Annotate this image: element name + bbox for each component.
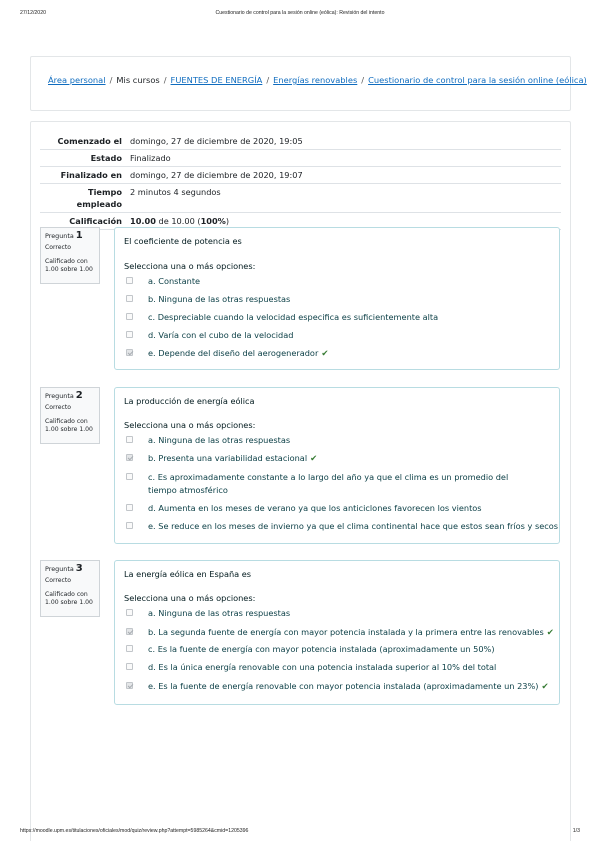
answer-checkbox[interactable] xyxy=(126,277,133,284)
time-label xyxy=(40,184,126,213)
question-info-1 xyxy=(40,227,100,284)
time-label-line2: empleado xyxy=(76,199,122,209)
finished-label: Finalizado en xyxy=(40,167,126,184)
answer-text-with-tick xyxy=(148,680,549,694)
summary-row-started xyxy=(40,133,561,150)
breadcrumb-card xyxy=(30,56,587,111)
answer-text-with-tick xyxy=(148,347,328,361)
answer-text: a. Ninguna de las otras respuestas xyxy=(148,608,291,618)
correct-check-icon: ✔ xyxy=(546,628,554,638)
summary-row-time xyxy=(40,184,561,213)
answer-checkbox[interactable] xyxy=(126,331,133,338)
answer-text: c. Es aproximadamente constante a lo largo del año ya que el clima es un promedio del tiempo atmosférico xyxy=(148,472,509,495)
question-label: Pregunta xyxy=(45,565,74,573)
question-content-3 xyxy=(114,560,560,705)
time-value: 2 minutos 4 segundos xyxy=(126,184,561,213)
answer-checkbox[interactable] xyxy=(126,522,133,529)
grade-of: de 10.00 ( xyxy=(155,216,201,226)
started-label: Comenzado el xyxy=(57,136,122,146)
breadcrumb-separator: / xyxy=(266,75,270,85)
question-label: Pregunta xyxy=(45,392,74,400)
answer-text: e. Depende del diseño del aerogenerador xyxy=(148,348,319,358)
breadcrumb-section[interactable]: Energías renovables xyxy=(273,75,358,85)
answer-text: d. Varía con el cubo de la velocidad xyxy=(148,330,294,340)
question-mark-line1: Calificado con xyxy=(45,418,88,425)
question-info-2 xyxy=(40,387,100,444)
question-number: 3 xyxy=(75,563,83,574)
grade-label: Calificación xyxy=(40,213,126,230)
answer-checkbox-checked[interactable] xyxy=(126,454,133,461)
started-value: domingo, 27 de diciembre de 2020, 19:05 xyxy=(130,136,303,146)
answer-checkbox[interactable] xyxy=(126,663,133,670)
finished-value: domingo, 27 de diciembre de 2020, 19:07 xyxy=(126,167,561,184)
question-text: La producción de energía eólica xyxy=(124,396,255,406)
answer-checkbox[interactable] xyxy=(126,504,133,511)
answer-checkbox[interactable] xyxy=(126,609,133,616)
print-date: 27/12/2020 xyxy=(20,10,46,16)
answer-text: e. Se reduce en los meses de invierno ya que el clima continental hace que estos sean fríos y secos xyxy=(148,521,559,531)
print-title: Cuestionario de control para la sesión online (eólica): Revisión del intento xyxy=(215,10,385,16)
time-label-line1: Tiempo xyxy=(88,187,122,197)
answer-checkbox-checked[interactable] xyxy=(126,349,133,356)
question-mark-line1: Calificado con xyxy=(45,258,88,265)
answer-checkbox-checked[interactable] xyxy=(126,682,133,689)
breadcrumb-quiz[interactable]: Cuestionario de control para la sesión online (eólica) xyxy=(368,75,587,85)
answer-text: d. Es la única energía renovable con una potencia instalada superior al 10% del total xyxy=(148,662,497,672)
breadcrumb-area-personal[interactable]: Área personal xyxy=(48,75,106,85)
answer-text: b. Ninguna de las otras respuestas xyxy=(148,294,291,304)
answer-text: a. Ninguna de las otras respuestas xyxy=(148,435,291,445)
summary-row-state xyxy=(40,150,561,167)
answer-checkbox-checked[interactable] xyxy=(126,628,133,635)
question-state: Correcto xyxy=(45,404,71,411)
print-header xyxy=(0,0,600,22)
question-content-2 xyxy=(114,387,560,544)
answer-checkbox[interactable] xyxy=(126,436,133,443)
question-number-line xyxy=(45,232,95,240)
question-number-line xyxy=(45,392,95,400)
attempt-summary-table xyxy=(40,133,561,230)
grade-percent: 100% xyxy=(200,216,226,226)
breadcrumb-mis-cursos: Mis cursos xyxy=(116,75,160,85)
question-mark-line1: Calificado con xyxy=(45,591,88,598)
answer-text: e. Es la fuente de energía renovable con mayor potencia instalada (aproximadamente un 23%) xyxy=(148,681,539,691)
question-info-3 xyxy=(40,560,100,617)
question-mark-line2: 1.00 sobre 1.00 xyxy=(45,426,93,433)
question-mark-line2: 1.00 sobre 1.00 xyxy=(45,599,93,606)
breadcrumb-separator: / xyxy=(361,75,365,85)
state-value: Finalizado xyxy=(126,150,561,167)
question-mark-line2: 1.00 sobre 1.00 xyxy=(45,266,93,273)
question-text: El coeficiente de potencia es xyxy=(124,236,242,246)
question-number: 1 xyxy=(75,230,83,241)
grade-close: ) xyxy=(225,216,230,226)
breadcrumb-course[interactable]: FUENTES DE ENERGÍA xyxy=(170,75,263,85)
correct-check-icon: ✔ xyxy=(321,349,329,359)
answer-text-with-tick xyxy=(148,626,554,640)
summary-row-finished xyxy=(40,167,561,184)
answer-checkbox[interactable] xyxy=(126,295,133,302)
answer-text: a. Constante xyxy=(148,276,201,286)
state-label: Estado xyxy=(40,150,126,167)
answer-text: c. Es la fuente de energía con mayor potencia instalada (aproximadamente un 50%) xyxy=(148,644,495,654)
question-label: Pregunta xyxy=(45,232,74,240)
answer-checkbox[interactable] xyxy=(126,645,133,652)
breadcrumb-separator: / xyxy=(109,75,113,85)
answer-text: b. La segunda fuente de energía con mayor potencia instalada y la primera entre las renovables xyxy=(148,627,544,637)
question-number-line xyxy=(45,565,95,573)
breadcrumb-separator: / xyxy=(163,75,167,85)
answer-text-with-tick xyxy=(148,452,317,466)
correct-check-icon: ✔ xyxy=(541,682,549,692)
answer-checkbox[interactable] xyxy=(126,473,133,480)
grade-score: 10.00 xyxy=(130,216,156,226)
question-state: Correcto xyxy=(45,577,71,584)
print-page-number: 1/3 xyxy=(572,828,580,834)
question-prompt: Selecciona una o más opciones: xyxy=(124,420,256,430)
correct-check-icon: ✔ xyxy=(310,454,318,464)
print-url: https://moodle.upm.es/titulaciones/oficiales/mod/quiz/review.php?attempt=5985264&cmid=1205396 xyxy=(20,828,249,834)
question-text: La energía eólica en España es xyxy=(124,569,252,579)
question-state: Correcto xyxy=(45,244,71,251)
answer-text: c. Despreciable cuando la velocidad especifica es suficientemente alta xyxy=(148,312,439,322)
answer-checkbox[interactable] xyxy=(126,313,133,320)
breadcrumb xyxy=(48,75,587,85)
question-number: 2 xyxy=(75,390,83,401)
question-content-1 xyxy=(114,227,560,370)
question-prompt: Selecciona una o más opciones: xyxy=(124,261,256,271)
question-prompt: Selecciona una o más opciones: xyxy=(124,593,256,603)
answer-text: d. Aumenta en los meses de verano ya que los anticiclones favorecen los vientos xyxy=(148,503,482,513)
answer-text: b. Presenta una variabilidad estacional xyxy=(148,453,308,463)
